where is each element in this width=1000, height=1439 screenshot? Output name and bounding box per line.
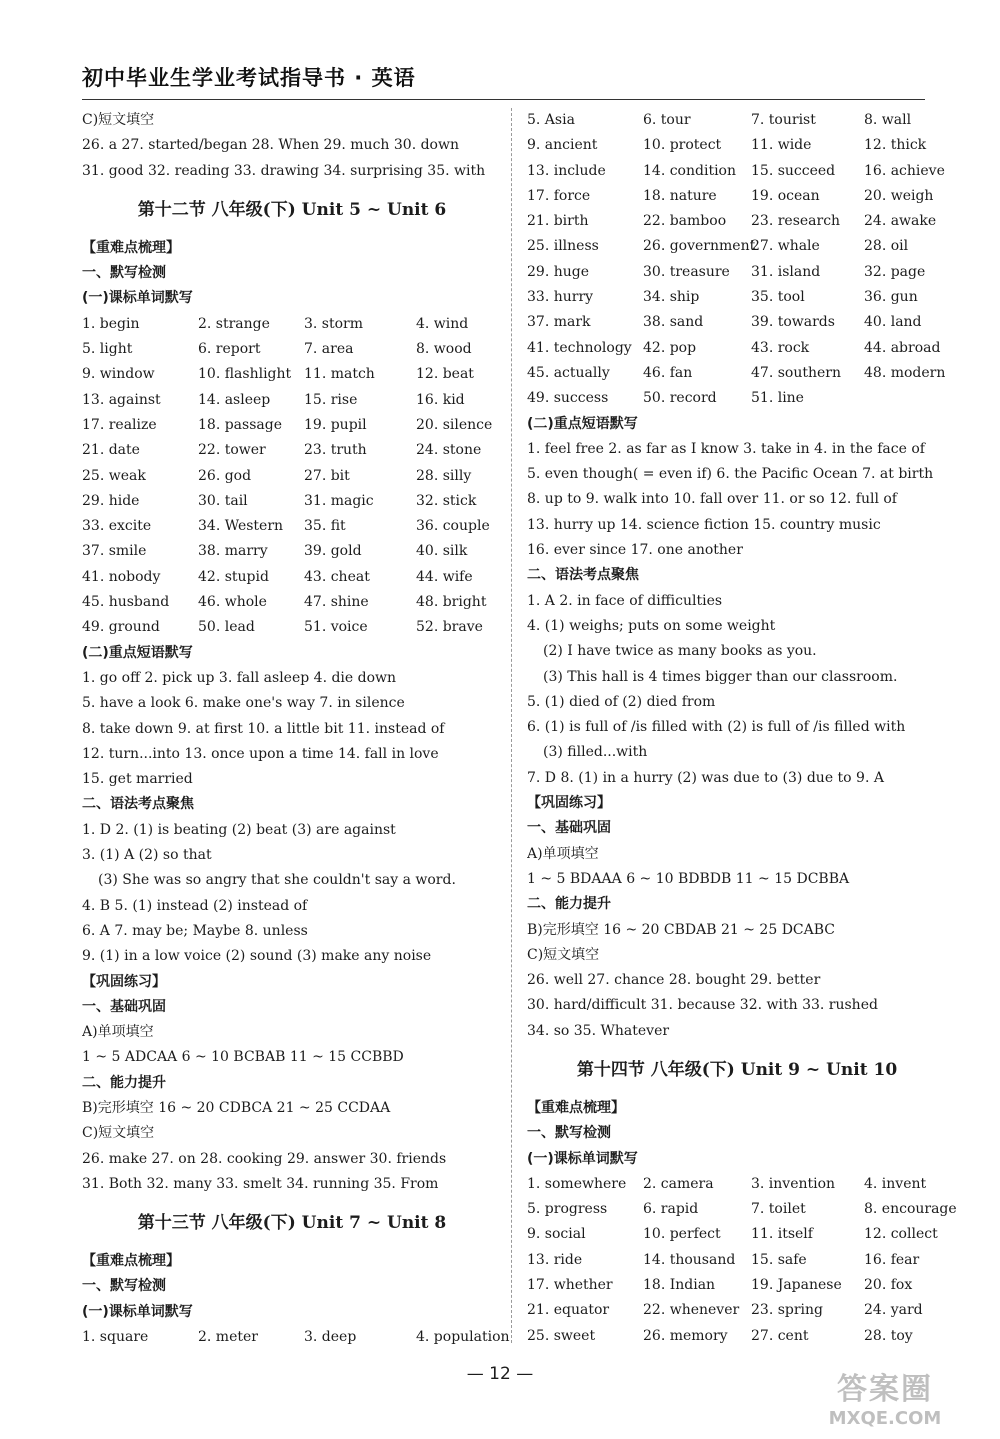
answer-cell: 48. bright (416, 594, 487, 611)
answer-row (82, 438, 502, 463)
answer-cell: 17. force (527, 187, 591, 204)
answer-cell: 30. tail (198, 492, 248, 509)
section-heading: 第十三节 八年级(下) Unit 7 ~ Unit 8 (137, 1213, 447, 1234)
answer-cell: 38. sand (643, 314, 704, 331)
answer-cell: 23. spring (751, 1302, 824, 1319)
answer-cell: 46. fan (643, 364, 693, 381)
answer-cell: 21. equator (527, 1302, 610, 1319)
answer-cell: 3. storm (304, 315, 364, 332)
answer-row (82, 1325, 510, 1350)
answer-cell: 47. shine (304, 594, 369, 611)
answer-cell: 42. stupid (198, 568, 269, 585)
book-title: 初中毕业生学业考试指导书 · 英语 (82, 66, 416, 90)
page-number: — 12 — (466, 1364, 534, 1384)
subsection-label: 【重难点梳理】 (82, 1253, 180, 1270)
section-heading: 第十四节 八年级(下) Unit 9 ~ Unit 10 (576, 1059, 898, 1080)
answer-cell: 37. smile (82, 543, 147, 560)
answer-cell: 5. progress (527, 1201, 608, 1218)
answer-row (82, 312, 502, 337)
answer-row (82, 464, 502, 489)
answer-cell: 40. land (864, 314, 922, 331)
answer-cell: 13. include (527, 162, 606, 179)
answer-row (527, 336, 947, 361)
answer-cell: 50. lead (198, 619, 255, 636)
answer-cell: 12. thick (864, 137, 927, 154)
answer-row (82, 539, 502, 564)
answer-cell: 52. brave (416, 619, 483, 636)
answer-cell: 7. tourist (751, 112, 816, 128)
answer-cell: 12. collect (864, 1226, 938, 1243)
answer-cell: 15. rise (304, 391, 358, 408)
answer-cell: 39. towards (751, 314, 835, 331)
answer-cell: 15. safe (751, 1251, 807, 1268)
answer-cell: 8. encourage (864, 1201, 957, 1218)
answer-line: 31. Both 32. many 33. smelt 34. running 35. From (82, 1175, 439, 1192)
answer-row (527, 260, 947, 285)
watermark-bottom: MXQE.COM (828, 1408, 942, 1429)
answer-line: 1 ~ 5 BDAAA 6 ~ 10 BDBDB 11 ~ 15 DCBBA (527, 870, 850, 887)
answer-cell: 1. square (82, 1329, 149, 1346)
answer-cell: 22. tower (198, 442, 266, 459)
answer-row (527, 1324, 947, 1349)
answer-row (527, 310, 947, 335)
subsection-label: 一、基础巩固 (82, 998, 166, 1015)
answer-cell: 48. modern (864, 364, 946, 381)
answer-cell: 33. excite (82, 518, 152, 535)
section-heading: 第十二节 八年级(下) Unit 5 ~ Unit 6 (137, 199, 447, 220)
answer-line: 13. hurry up 14. science fiction 15. country music (527, 516, 881, 533)
answer-row (527, 1248, 947, 1273)
answer-cell: 19. Japanese (751, 1277, 842, 1294)
answer-cell: 24. yard (864, 1302, 923, 1319)
answer-line: A)单项填空 (527, 845, 599, 862)
answer-line: 34. so 35. Whatever (527, 1022, 670, 1039)
answer-cell: 4. wind (416, 315, 469, 332)
answer-cell: 18. nature (643, 187, 717, 204)
answer-cell: 49. success (527, 390, 609, 407)
answer-cell: 51. line (751, 390, 804, 407)
answer-cell: 50. record (643, 390, 717, 407)
answer-cell: 22. bamboo (643, 213, 727, 230)
answer-cell: 13. ride (527, 1251, 583, 1268)
answer-cell: 11. itself (751, 1226, 813, 1243)
subsection-label: 【巩固练习】 (527, 795, 611, 812)
answer-line: 1. D 2. (1) is beating (2) beat (3) are against (82, 821, 396, 838)
subsection-label: (二)重点短语默写 (82, 644, 193, 661)
answer-line: 8. up to 9. walk into 10. fall over 11. or so 12. full of (527, 491, 897, 508)
answer-line: 16. ever since 17. one another (527, 542, 743, 559)
answer-cell: 26. god (198, 467, 252, 484)
answer-cell: 3. deep (304, 1329, 357, 1346)
answer-cell: 23. research (751, 213, 841, 230)
answer-cell: 6. rapid (643, 1201, 699, 1218)
answer-cell: 35. tool (751, 289, 805, 306)
answer-cell: 26. government (643, 238, 756, 255)
answer-cell: 10. protect (643, 137, 722, 154)
answer-cell: 2. meter (198, 1329, 258, 1346)
answer-cell: 41. technology (527, 339, 632, 356)
answer-cell: 19. ocean (751, 187, 820, 204)
answer-cell: 43. cheat (304, 568, 370, 585)
answer-row (527, 159, 947, 184)
subsection-label: 【重难点梳理】 (82, 239, 180, 256)
answer-cell: 16. kid (416, 391, 465, 408)
answer-cell: 31. island (751, 263, 821, 280)
answer-cell: 27. whale (751, 238, 820, 255)
answer-row (527, 361, 947, 386)
answer-line: 1 ~ 5 ADCAA 6 ~ 10 BCBAB 11 ~ 15 CCBBD (82, 1049, 404, 1066)
answer-cell: 13. against (82, 391, 161, 408)
answer-cell: 25. weak (82, 467, 146, 484)
answer-row (82, 565, 502, 590)
answer-cell: 42. pop (643, 339, 697, 356)
subsection-label: (一)课标单词默写 (82, 290, 193, 307)
answer-line: 15. get married (82, 771, 193, 788)
answer-line: 5. even though( = even if) 6. the Pacific Ocean 7. at birth (527, 466, 934, 483)
answer-row (527, 1273, 947, 1298)
answer-cell: 35. fit (304, 518, 346, 535)
answer-line: 26. well 27. chance 28. bought 29. better (527, 972, 821, 989)
answer-cell: 10. perfect (643, 1226, 721, 1243)
answer-line: 9. (1) in a low voice (2) sound (3) make any noise (82, 948, 432, 965)
answer-cell: 1. begin (82, 315, 140, 332)
answer-cell: 29. huge (527, 263, 589, 280)
answer-cell: 51. voice (304, 619, 368, 636)
answer-cell: 14. thousand (643, 1251, 736, 1268)
header-rule (82, 99, 925, 100)
answer-row (527, 133, 947, 158)
column-divider (511, 108, 512, 1343)
answer-row (82, 337, 502, 362)
subsection-label: 二、语法考点聚焦 (527, 567, 639, 584)
answer-cell: 32. page (864, 263, 926, 280)
subsection-label: 二、能力提升 (527, 896, 611, 913)
answer-line: 26. make 27. on 28. cooking 29. answer 30. friends (82, 1150, 447, 1167)
answer-row (527, 386, 947, 411)
answer-row (527, 1298, 947, 1323)
answer-cell: 34. Western (198, 518, 284, 535)
answer-cell: 41. nobody (82, 568, 161, 585)
answer-cell: 2. strange (198, 315, 270, 332)
answer-cell: 40. silk (416, 543, 468, 560)
subsection-label: 【重难点梳理】 (527, 1099, 625, 1116)
answer-line: 6. (1) is full of /is filled with (2) is full of /is filled with (527, 719, 906, 736)
subsection-label: (一)课标单词默写 (527, 1150, 638, 1167)
answer-row (82, 362, 502, 387)
answer-cell: 33. hurry (527, 289, 594, 306)
answer-cell: 16. achieve (864, 162, 945, 179)
answer-cell: 14. asleep (198, 391, 271, 408)
answer-cell: 43. rock (751, 339, 810, 356)
answer-line: 5. (1) died of (2) died from (527, 693, 716, 710)
answer-cell: 23. truth (304, 442, 367, 459)
answer-cell: 16. fear (864, 1251, 920, 1268)
answer-line: B)完形填空 16 ~ 20 CDBCA 21 ~ 25 CCDAA (82, 1099, 391, 1116)
answer-cell: 24. awake (864, 213, 937, 230)
answer-line: 31. good 32. reading 33. drawing 34. surprising 35. with (82, 162, 486, 179)
answer-cell: 8. wood (416, 341, 472, 358)
subsection-label: (一)课标单词默写 (82, 1303, 193, 1320)
answer-row (82, 615, 502, 640)
answer-line-indented: (3) filled...with (543, 744, 648, 761)
answer-row (527, 285, 947, 310)
answer-cell: 21. date (82, 442, 140, 459)
answer-cell: 12. beat (416, 366, 474, 383)
answer-cell: 7. toilet (751, 1201, 806, 1218)
answer-line: 30. hard/difficult 31. because 32. with 33. rushed (527, 997, 878, 1014)
answer-cell: 11. wide (751, 137, 812, 154)
watermark-logo (790, 1372, 980, 1434)
answer-cell: 6. tour (643, 112, 691, 128)
answer-row (82, 489, 502, 514)
answer-row (527, 1222, 947, 1247)
answer-cell: 3. invention (751, 1175, 836, 1192)
answer-line: 7. D 8. (1) in a hurry (2) was due to (3) due to 9. A (527, 769, 884, 786)
answer-cell: 25. illness (527, 238, 599, 255)
answer-line: 6. A 7. may be; Maybe 8. unless (82, 922, 308, 939)
answer-cell: 4. invent (864, 1175, 927, 1192)
answer-cell: 18. passage (198, 416, 282, 433)
answer-line: 4. B 5. (1) instead (2) instead of (82, 897, 308, 914)
subsection-label: 一、基础巩固 (527, 820, 611, 837)
subsection-label: (二)重点短语默写 (527, 415, 638, 432)
answer-line-indented: (3) She was so angry that she couldn't say a word. (98, 872, 456, 889)
answer-cell: 31. magic (304, 492, 374, 509)
answer-line: 12. turn...into 13. once upon a time 14. fall in love (82, 745, 439, 762)
answer-row (82, 590, 502, 615)
answer-cell: 19. pupil (304, 416, 367, 433)
answer-row (527, 184, 947, 209)
answer-cell: 8. wall (864, 112, 912, 128)
answer-line: C)短文填空 (82, 112, 155, 128)
left-column (82, 108, 510, 1350)
answer-cell: 46. whole (198, 594, 267, 611)
answer-cell: 28. toy (864, 1327, 913, 1344)
subsection-label: 一、默写检测 (527, 1125, 611, 1142)
answer-cell: 5. light (82, 341, 133, 358)
answer-cell: 36. couple (416, 518, 490, 535)
answer-cell: 22. whenever (643, 1302, 740, 1319)
answer-row (82, 388, 502, 413)
answer-cell: 30. treasure (643, 263, 730, 280)
answer-line: 8. take down 9. at first 10. a little bit 11. instead of (82, 720, 445, 737)
answer-cell: 45. husband (82, 594, 170, 611)
answer-row (527, 108, 947, 133)
answer-cell: 20. silence (416, 416, 493, 433)
answer-cell: 20. weigh (864, 187, 934, 204)
answer-cell: 37. mark (527, 314, 591, 331)
answer-cell: 9. social (527, 1226, 586, 1243)
answer-line: 1. A 2. in face of difficulties (527, 592, 723, 609)
answer-row (527, 1197, 957, 1222)
answer-cell: 44. abroad (864, 339, 941, 356)
answer-line: C)短文填空 (82, 1125, 155, 1142)
answer-cell: 24. stone (416, 442, 482, 459)
answer-cell: 4. population (416, 1329, 510, 1346)
answer-line: A)单项填空 (82, 1024, 154, 1041)
answer-cell: 5. Asia (527, 112, 575, 128)
answer-cell: 34. ship (643, 289, 700, 306)
answer-cell: 2. camera (643, 1175, 714, 1192)
answer-line: 3. (1) A (2) so that (82, 847, 212, 864)
answer-cell: 39. gold (304, 543, 362, 560)
answer-cell: 28. oil (864, 238, 909, 255)
subsection-label: 【巩固练习】 (82, 973, 166, 990)
answer-cell: 9. ancient (527, 137, 598, 154)
answer-cell: 20. fox (864, 1277, 913, 1294)
answer-line-indented: (3) This hall is 4 times bigger than our classroom. (543, 668, 898, 685)
right-column (527, 108, 957, 1349)
subsection-label: 一、默写检测 (82, 265, 166, 282)
answer-cell: 17. whether (527, 1277, 613, 1294)
answer-cell: 6. report (198, 341, 261, 358)
answer-cell: 44. wife (416, 568, 473, 585)
answer-cell: 11. match (304, 366, 375, 383)
answer-cell: 26. memory (643, 1327, 728, 1344)
answer-cell: 15. succeed (751, 162, 836, 179)
answer-cell: 21. birth (527, 213, 589, 230)
answer-line: 26. a 27. started/began 28. When 29. much 30. down (82, 137, 459, 154)
answer-cell: 1. somewhere (527, 1175, 627, 1192)
answer-cell: 18. Indian (643, 1277, 716, 1294)
answer-cell: 36. gun (864, 289, 918, 306)
subsection-label: 二、语法考点聚焦 (82, 796, 194, 813)
answer-line-indented: (2) I have twice as many books as you. (543, 643, 817, 660)
answer-cell: 45. actually (527, 364, 610, 381)
answer-cell: 32. stick (416, 492, 477, 509)
answer-cell: 49. ground (82, 619, 160, 636)
subsection-label: 二、能力提升 (82, 1074, 166, 1091)
answer-cell: 10. flashlight (198, 366, 292, 383)
answer-cell: 14. condition (643, 162, 736, 179)
answer-cell: 47. southern (751, 364, 841, 381)
answer-cell: 17. realize (82, 416, 157, 433)
answer-line: B)完形填空 16 ~ 20 CBDAB 21 ~ 25 DCABC (527, 921, 835, 938)
answer-line: 4. (1) weighs; puts on some weight (527, 617, 776, 634)
answer-row (82, 413, 502, 438)
answer-row (527, 1172, 947, 1197)
answer-line: C)短文填空 (527, 946, 600, 963)
answer-line: 1. go off 2. pick up 3. fall asleep 4. die down (82, 669, 397, 686)
answer-cell: 25. sweet (527, 1327, 596, 1344)
answer-row (82, 514, 502, 539)
answer-cell: 9. window (82, 366, 155, 383)
watermark-top: 答案圈 (837, 1372, 933, 1407)
answer-cell: 7. area (304, 341, 354, 358)
answer-line: 1. feel free 2. as far as I know 3. take in 4. in the face of (527, 440, 925, 457)
answer-row (527, 209, 947, 234)
answer-cell: 27. cent (751, 1327, 809, 1344)
answer-cell: 38. marry (198, 543, 268, 560)
answer-line: 5. have a look 6. make one's way 7. in silence (82, 695, 405, 712)
subsection-label: 一、默写检测 (82, 1278, 166, 1295)
answer-row (527, 234, 947, 259)
answer-cell: 29. hide (82, 492, 140, 509)
answer-cell: 27. bit (304, 467, 350, 484)
answer-cell: 28. silly (416, 467, 472, 484)
